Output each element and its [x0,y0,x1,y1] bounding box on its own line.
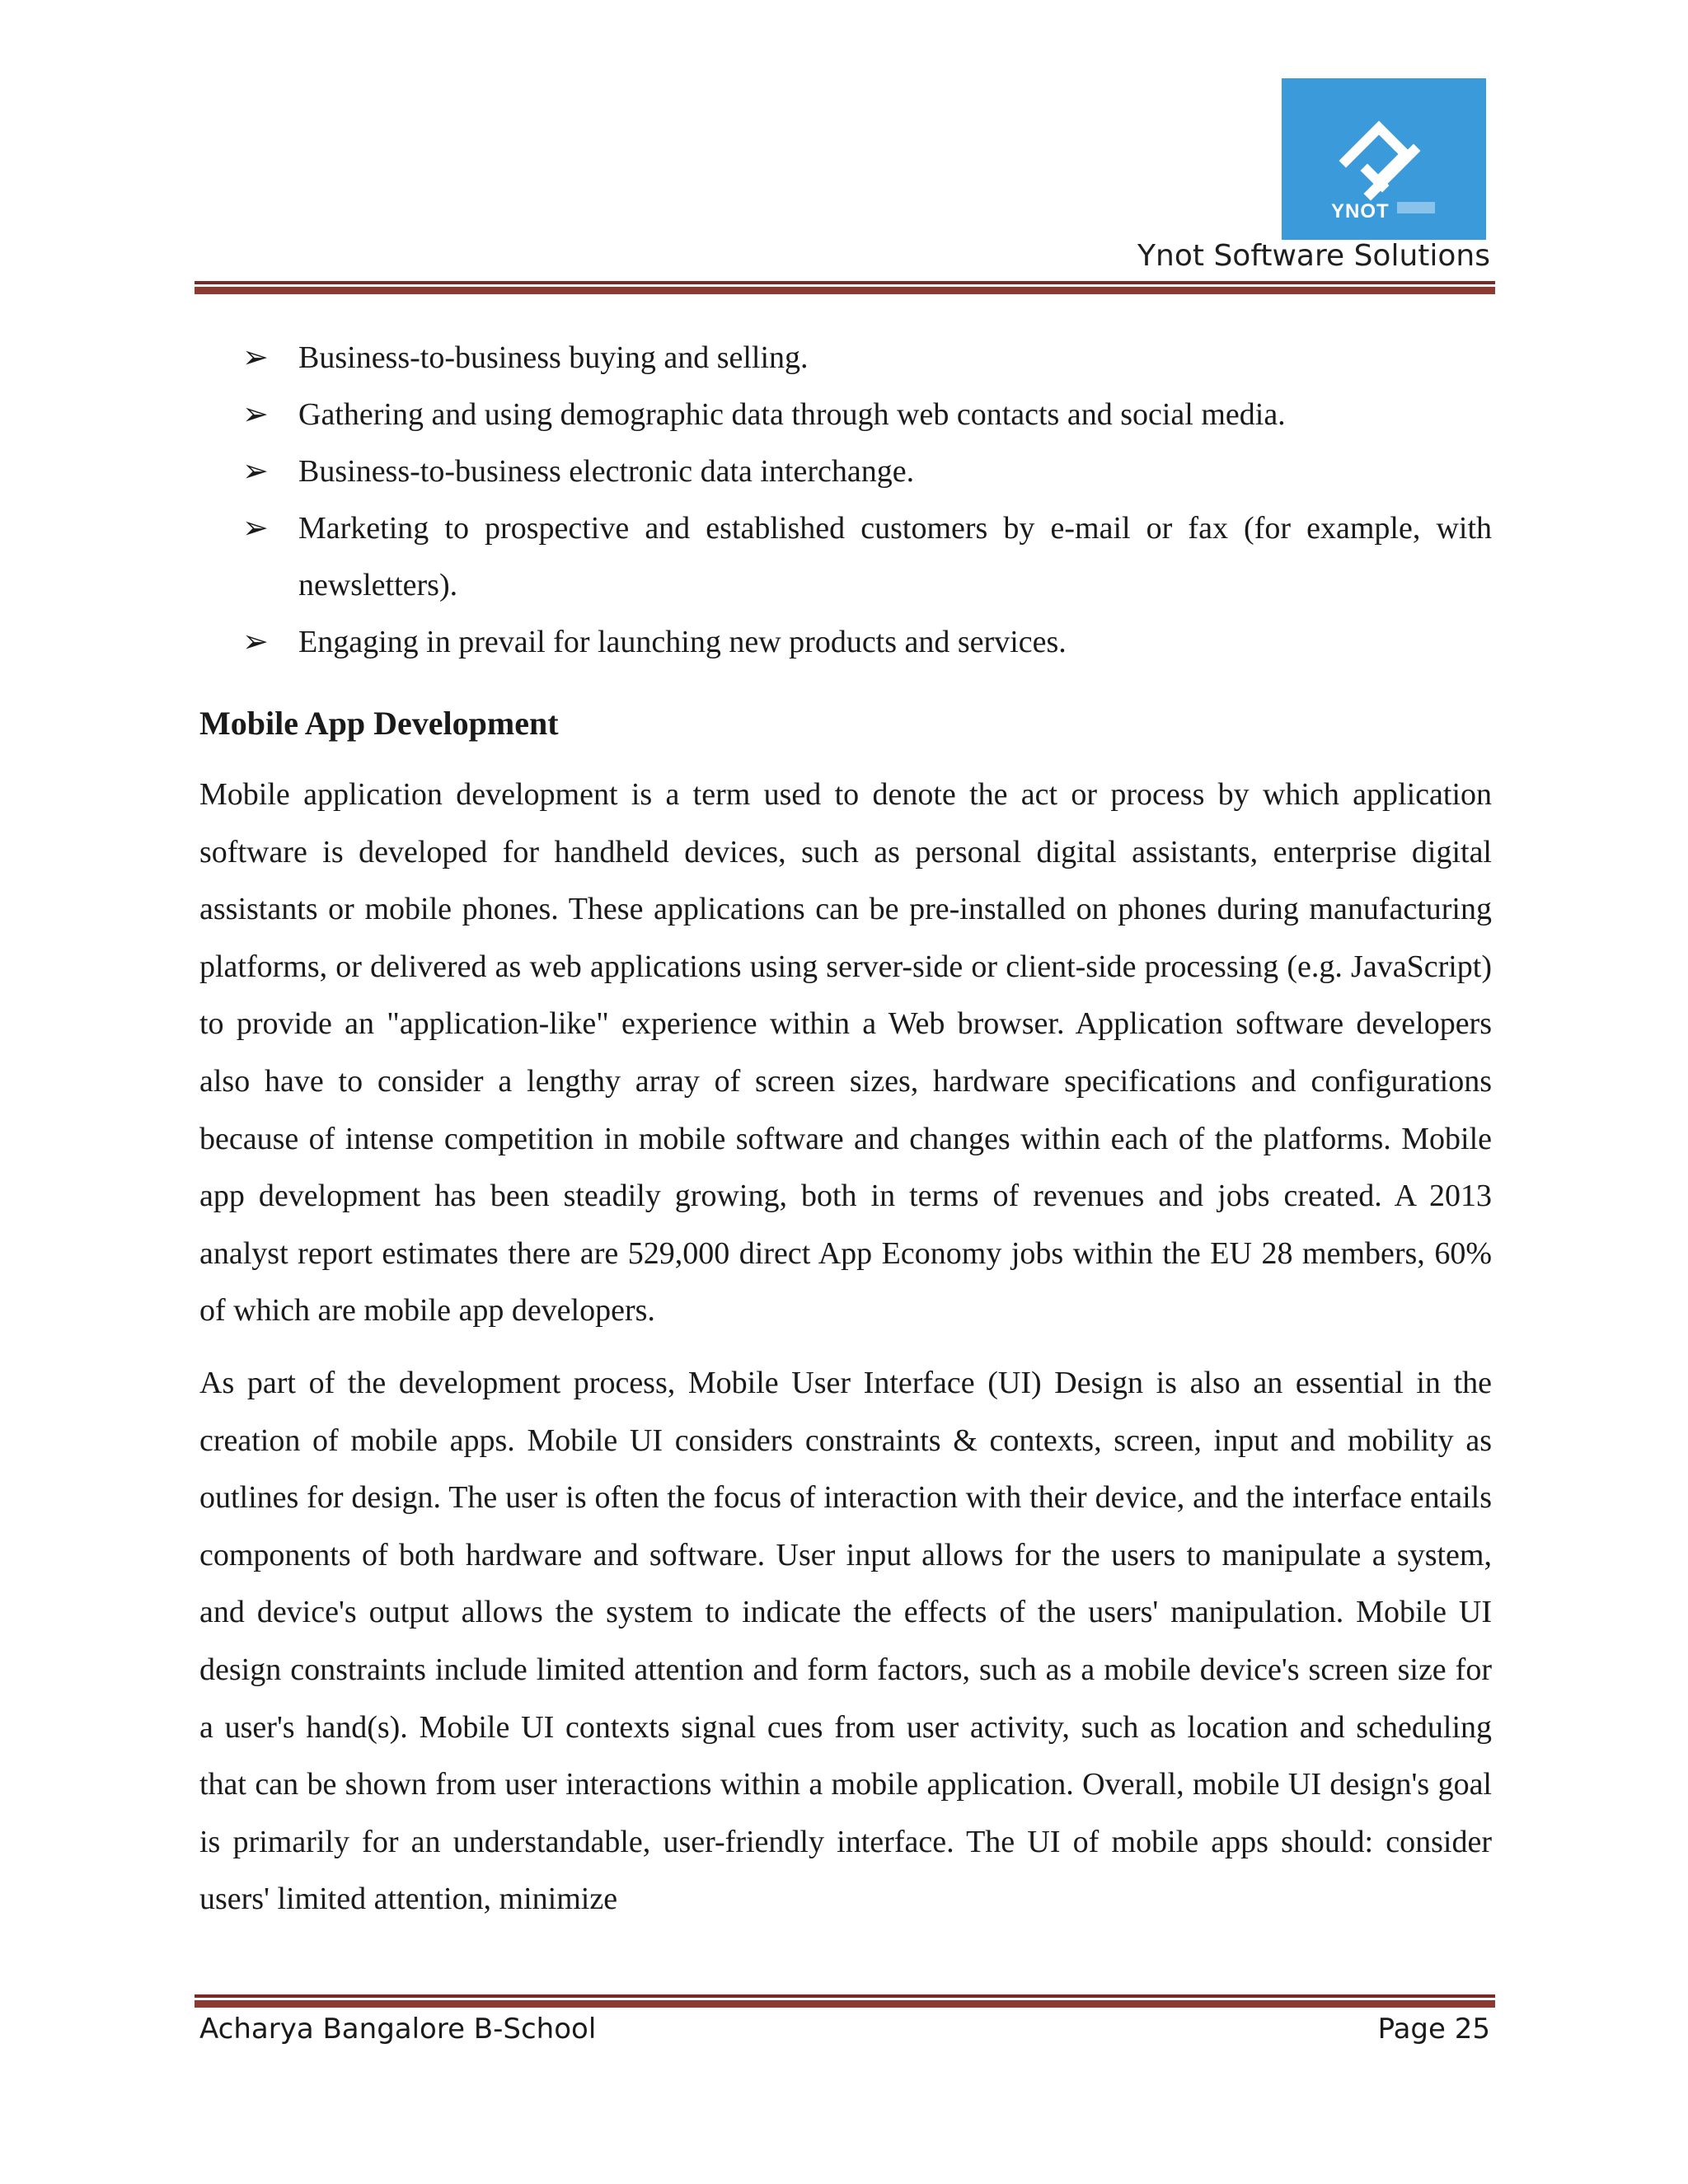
page-content [199,330,1492,1943]
arrow-bullet-icon: ➢ [242,511,269,546]
list-item: ➢ Gathering and using demographic data through web contacts and social media. [199,387,1492,443]
list-item: ➢ Marketing to prospective and established customers by e-mail or fax (for example, with newsletters). [199,500,1492,614]
footer-rule-thick [195,2000,1495,2008]
bullet-list [199,330,1492,671]
logo-wordmark: YNOT [1331,200,1390,223]
list-item: ➢ Business-to-business buying and selling. [199,330,1492,387]
arrow-bullet-icon: ➢ [242,625,269,659]
header-rule-thin [195,281,1495,284]
paragraph: Mobile application development is a term used to denote the act or process by which application software is developed for handheld devices, such as personal digital assistants, enterprise digital assistants or mobile phones. These applications can be pre-installed on phones during manufacturing platforms, or delivered as web applications using server-side or client-side processing (e.g. JavaScript) to provide an "application-like" experience within a Web browser. Application software developers also have to consider a lengthy array of screen sizes, hardware specifications and configurations because of intense competition in mobile software and changes within each of the platforms. Mobile app development has been steadily growing, both in terms of revenues and jobs created. A 2013 analyst report estimates there are 529,000 direct App Economy jobs within the EU 28 members, 60% of which are mobile app developers. [199,777,1492,1329]
list-item: ➢ Engaging in prevail for launching new products and services. [199,614,1492,671]
arrow-bullet-icon: ➢ [242,340,269,375]
list-item: ➢ Business-to-business electronic data interchange. [199,443,1492,500]
ynot-logo [1282,78,1486,240]
arrow-bullet-icon: ➢ [242,397,269,432]
section-heading: Mobile App Development [199,705,559,742]
header-rule-thick [195,287,1495,294]
page-number: Page 25 [1377,2013,1490,2046]
footer-rule-thin [195,1994,1495,1998]
arrow-bullet-icon: ➢ [242,454,269,489]
header-title: Ynot Software Solutions [1137,239,1490,273]
footer-school-name: Acharya Bangalore B-School [199,2013,597,2046]
paragraph: As part of the development process, Mobile User Interface (UI) Design is also an essential in the creation of mobile apps. Mobile UI considers constraints & contexts, screen, input and mobility as outlines for design. The user is often the focus of interaction with their device, and the interface entails components of both hardware and software. User input allows for the users to manipulate a system, and device's output allows the system to indicate the effects of the users' manipulation. Mobile UI design constraints include limited attention and form factors, such as a mobile device's screen size for a user's hand(s). Mobile UI contexts signal cues from user activity, such as location and scheduling that can be shown from user interactions within a mobile application. Overall, mobile UI design's goal is primarily for an understandable, user-friendly interface. The UI of mobile apps should: consider users' limited attention, minimize [199,1365,1492,1917]
